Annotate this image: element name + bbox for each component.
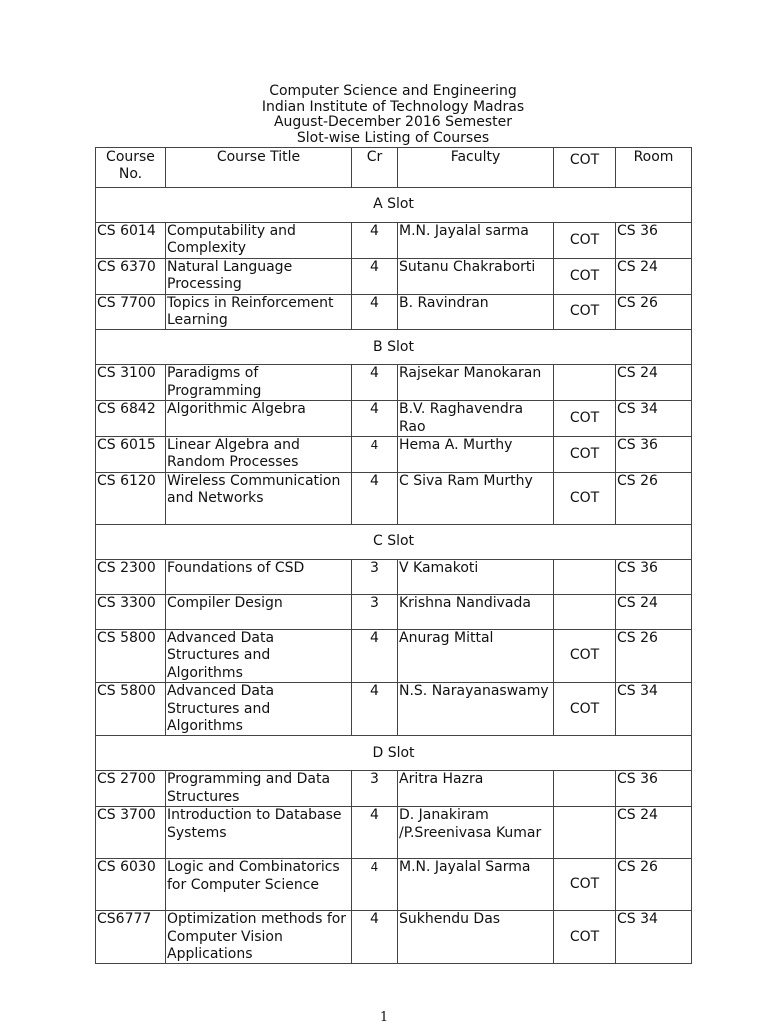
credits-cell: 3: [352, 594, 398, 629]
credits-cell: 4: [352, 859, 398, 911]
course-no-cell: CS6777: [96, 911, 166, 964]
credits-cell: 3: [352, 559, 398, 594]
credits-cell: 4: [352, 683, 398, 736]
cot-cell: [554, 807, 616, 859]
cot-cell: COT: [554, 294, 616, 330]
header-faculty: Faculty: [398, 148, 554, 188]
room-cell: CS 36: [616, 437, 692, 473]
faculty-cell: M.N. Jayalal Sarma: [398, 859, 554, 911]
credits-cell: 4: [352, 629, 398, 682]
faculty-cell: Aritra Hazra: [398, 771, 554, 807]
course-title-cell: Advanced Data Structures and Algorithms: [166, 629, 352, 682]
course-title-cell: Paradigms of Programming: [166, 365, 352, 401]
credits-cell: 4: [352, 223, 398, 259]
course-table-body: [96, 188, 692, 964]
table-row: [96, 559, 692, 594]
table-row: [96, 594, 692, 629]
course-no-cell: CS 6014: [96, 223, 166, 259]
cot-cell: COT: [554, 437, 616, 473]
room-cell: CS 34: [616, 911, 692, 964]
table-row: [96, 437, 692, 473]
cot-cell: COT: [554, 629, 616, 682]
listing-title: Slot-wise Listing of Courses: [296, 129, 490, 146]
department-title: Computer Science and Engineering: [269, 83, 517, 99]
course-title-cell: Wireless Communication and Networks: [166, 472, 352, 524]
table-row: [96, 258, 692, 294]
cot-cell: COT: [554, 911, 616, 964]
page-number: 1: [379, 1010, 389, 1025]
course-no-cell: CS 6120: [96, 472, 166, 524]
faculty-cell: Sukhendu Das: [398, 911, 554, 964]
cot-cell: COT: [554, 472, 616, 524]
faculty-cell: Sutanu Chakraborti: [398, 258, 554, 294]
room-cell: CS 24: [616, 258, 692, 294]
course-no-cell: CS 3300: [96, 594, 166, 629]
table-row: [96, 472, 692, 524]
table-row: [96, 365, 692, 401]
course-title-cell: Introduction to Database Systems: [166, 807, 352, 859]
table-header-row: [96, 148, 692, 188]
course-no-cell: CS 6030: [96, 859, 166, 911]
course-no-cell: CS 6842: [96, 401, 166, 437]
course-title-cell: Linear Algebra and Random Processes: [166, 437, 352, 473]
table-row: [96, 294, 692, 330]
faculty-cell: M.N. Jayalal sarma: [398, 223, 554, 259]
course-no-cell: CS 2300: [96, 559, 166, 594]
faculty-cell: Krishna Nandivada: [398, 594, 554, 629]
credits-cell: 4: [352, 911, 398, 964]
course-title-cell: Algorithmic Algebra: [166, 401, 352, 437]
table-row: [96, 401, 692, 437]
room-cell: CS 26: [616, 629, 692, 682]
document-heading: [95, 84, 691, 146]
table-row: [96, 859, 692, 911]
slot-label: B Slot: [96, 330, 692, 365]
table-row: [96, 911, 692, 964]
room-cell: CS 34: [616, 683, 692, 736]
header-cot: COT: [554, 148, 616, 188]
course-title-cell: Computability and Complexity: [166, 223, 352, 259]
room-cell: CS 36: [616, 223, 692, 259]
room-cell: CS 36: [616, 559, 692, 594]
cot-cell: [554, 559, 616, 594]
course-no-cell: CS 3700: [96, 807, 166, 859]
course-title-cell: Programming and Data Structures: [166, 771, 352, 807]
credits-cell: 4: [352, 807, 398, 859]
header-course-no: Course No.: [96, 148, 166, 188]
table-row: [96, 683, 692, 736]
header-course-title: Course Title: [166, 148, 352, 188]
semester-title: August-December 2016 Semester: [273, 114, 513, 130]
cot-cell: [554, 594, 616, 629]
faculty-cell: B.V. Raghavendra Rao: [398, 401, 554, 437]
room-cell: CS 36: [616, 771, 692, 807]
faculty-cell: V Kamakoti: [398, 559, 554, 594]
cot-cell: [554, 365, 616, 401]
course-title-cell: Optimization methods for Computer Vision Applications: [166, 911, 352, 964]
room-cell: CS 26: [616, 859, 692, 911]
course-title-cell: Logic and Combinatorics for Computer Science: [166, 859, 352, 911]
course-no-cell: CS 2700: [96, 771, 166, 807]
room-cell: CS 24: [616, 807, 692, 859]
room-cell: CS 34: [616, 401, 692, 437]
table-row: [96, 629, 692, 682]
slot-label: C Slot: [96, 524, 692, 559]
header-credits: Cr: [352, 148, 398, 188]
slot-label: A Slot: [96, 188, 692, 223]
cot-cell: COT: [554, 401, 616, 437]
cot-cell: COT: [554, 859, 616, 911]
slot-label: D Slot: [96, 736, 692, 771]
course-title-cell: Compiler Design: [166, 594, 352, 629]
header-room: Room: [616, 148, 692, 188]
cot-cell: COT: [554, 223, 616, 259]
course-title-cell: Foundations of CSD: [166, 559, 352, 594]
credits-cell: 4: [352, 258, 398, 294]
course-no-cell: CS 5800: [96, 683, 166, 736]
slot-header-row: [96, 736, 692, 771]
slot-header-row: [96, 188, 692, 223]
course-title-cell: Topics in Reinforcement Learning: [166, 294, 352, 330]
course-no-cell: CS 7700: [96, 294, 166, 330]
course-title-cell: Natural Language Processing: [166, 258, 352, 294]
room-cell: CS 24: [616, 365, 692, 401]
faculty-cell: C Siva Ram Murthy: [398, 472, 554, 524]
room-cell: CS 26: [616, 294, 692, 330]
cot-cell: COT: [554, 258, 616, 294]
cot-cell: [554, 771, 616, 807]
faculty-cell: N.S. Narayanaswamy: [398, 683, 554, 736]
credits-cell: 4: [352, 365, 398, 401]
table-row: [96, 771, 692, 807]
course-no-cell: CS 6370: [96, 258, 166, 294]
room-cell: CS 24: [616, 594, 692, 629]
credits-cell: 4: [352, 294, 398, 330]
table-row: [96, 807, 692, 859]
credits-cell: 3: [352, 771, 398, 807]
course-table: [95, 147, 692, 964]
faculty-cell: Hema A. Murthy: [398, 437, 554, 473]
faculty-cell: B. Ravindran: [398, 294, 554, 330]
course-no-cell: CS 6015: [96, 437, 166, 473]
course-no-cell: CS 5800: [96, 629, 166, 682]
institute-title: Indian Institute of Technology Madras: [261, 98, 525, 115]
table-row: [96, 223, 692, 259]
cot-cell: COT: [554, 683, 616, 736]
faculty-cell: Anurag Mittal: [398, 629, 554, 682]
course-no-cell: CS 3100: [96, 365, 166, 401]
course-title-cell: Advanced Data Structures and Algorithms: [166, 683, 352, 736]
faculty-cell: D. Janakiram /P.Sreenivasa Kumar: [398, 807, 554, 859]
credits-cell: 4: [352, 472, 398, 524]
faculty-cell: Rajsekar Manokaran: [398, 365, 554, 401]
slot-header-row: [96, 330, 692, 365]
credits-cell: 4: [352, 401, 398, 437]
credits-cell: 4: [352, 437, 398, 473]
room-cell: CS 26: [616, 472, 692, 524]
slot-header-row: [96, 524, 692, 559]
